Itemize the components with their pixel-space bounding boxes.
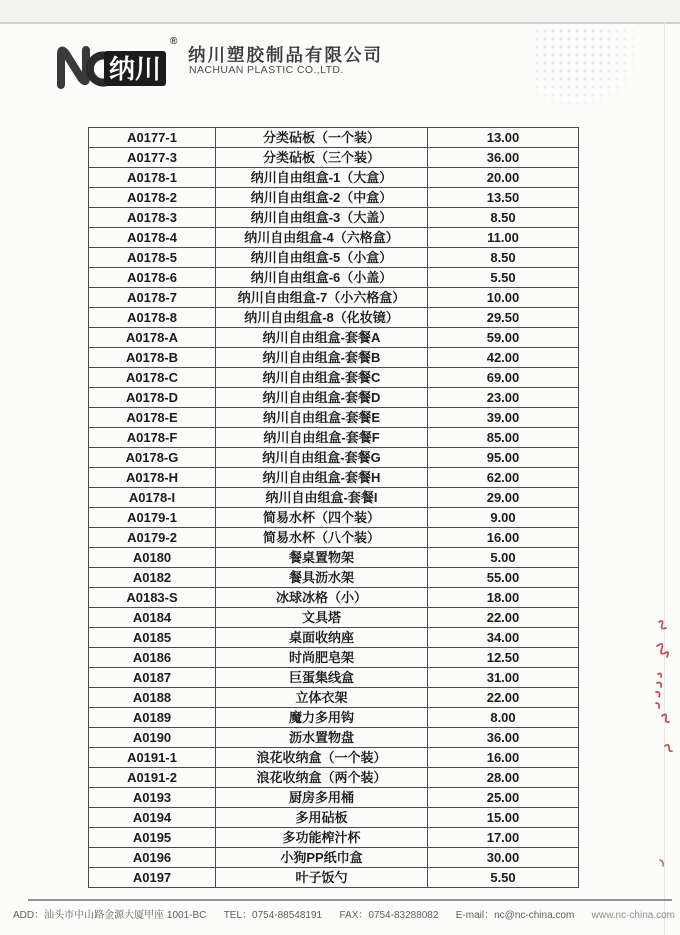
table-row [89,388,579,408]
product-price-cell: 30.00 [428,848,579,868]
product-name-cell: 纳川自由组盒-套餐F [216,428,428,448]
footer-fax: FAX：0754-83288082 [339,910,439,921]
product-name-cell: 纳川自由组盒-4（六格盒） [216,228,428,248]
product-name-cell: 纳川自由组盒-套餐C [216,368,428,388]
product-code-cell: A0178-I [89,488,216,508]
product-price-cell: 8.50 [428,208,579,228]
table-row [89,608,579,628]
product-price-cell: 22.00 [428,608,579,628]
product-code-cell: A0178-8 [89,308,216,328]
table-row [89,448,579,468]
table-row [89,148,579,168]
footer-tel: TEL：0754-88548191 [223,910,323,921]
product-name-cell: 纳川自由组盒-3（大盖） [216,208,428,228]
company-logo [54,36,184,92]
product-name-cell: 桌面收纳座 [216,628,428,648]
table-row [89,288,579,308]
product-price-cell: 34.00 [428,628,579,648]
product-code-cell: A0197 [89,868,216,888]
product-name-cell: 浪花收纳盒（一个装） [216,748,428,768]
product-code-cell: A0185 [89,628,216,648]
product-price-cell: 20.00 [428,168,579,188]
product-code-cell: A0189 [89,708,216,728]
table-row [89,228,579,248]
logo-box-text: 纳川 [108,54,162,84]
product-name-cell: 分类砧板（一个装） [216,128,428,148]
product-price-cell: 55.00 [428,568,579,588]
product-price-cell: 23.00 [428,388,579,408]
table-row [89,748,579,768]
page-footer [13,906,675,921]
product-name-cell: 魔力多用钩 [216,708,428,728]
product-code-cell: A0193 [89,788,216,808]
product-code-cell: A0178-A [89,328,216,348]
table-row [89,628,579,648]
price-table [88,127,579,888]
table-row [89,788,579,808]
product-name-cell: 冰球冰格（小） [216,588,428,608]
product-name-cell: 纳川自由组盒-2（中盒） [216,188,428,208]
table-row [89,468,579,488]
product-price-cell: 16.00 [428,748,579,768]
scan-top-edge [0,0,680,24]
product-code-cell: A0178-7 [89,288,216,308]
product-name-cell: 时尚肥皂架 [216,648,428,668]
scan-page-edge [664,22,665,935]
product-code-cell: A0184 [89,608,216,628]
table-row [89,268,579,288]
product-price-cell: 31.00 [428,668,579,688]
product-price-cell: 9.00 [428,508,579,528]
product-name-cell: 餐桌置物架 [216,548,428,568]
table-row [89,508,579,528]
footer-email: E-mail：nc@nc-china.com [455,910,575,921]
product-price-cell: 25.00 [428,788,579,808]
table-row [89,188,579,208]
table-row [89,728,579,748]
product-name-cell: 简易水杯（八个装） [216,528,428,548]
table-row [89,588,579,608]
table-row [89,308,579,328]
product-name-cell: 叶子饭勺 [216,868,428,888]
product-code-cell: A0196 [89,848,216,868]
table-row [89,808,579,828]
product-price-cell: 18.00 [428,588,579,608]
product-name-cell: 立体衣架 [216,688,428,708]
product-name-cell: 纳川自由组盒-6（小盖） [216,268,428,288]
table-row [89,128,579,148]
product-code-cell: A0194 [89,808,216,828]
footer-website: www.nc-china.com [591,910,675,921]
table-row [89,488,579,508]
table-row [89,548,579,568]
red-scribble-icon [646,612,676,762]
product-code-cell: A0178-2 [89,188,216,208]
product-code-cell: A0190 [89,728,216,748]
product-code-cell: A0178-6 [89,268,216,288]
table-row [89,708,579,728]
table-row [89,568,579,588]
product-code-cell: A0178-3 [89,208,216,228]
product-price-cell: 10.00 [428,288,579,308]
product-code-cell: A0180 [89,548,216,568]
footer-address: ADD：汕头市中山路金源大厦甲座 1001-BC [13,910,207,921]
product-price-cell: 39.00 [428,408,579,428]
table-row [89,348,579,368]
product-price-cell: 29.00 [428,488,579,508]
price-table-body [89,128,579,888]
product-name-cell: 纳川自由组盒-套餐D [216,388,428,408]
product-code-cell: A0177-3 [89,148,216,168]
product-price-cell: 8.00 [428,708,579,728]
product-name-cell: 厨房多用桶 [216,788,428,808]
product-name-cell: 纳川自由组盒-套餐E [216,408,428,428]
table-row [89,868,579,888]
table-row [89,768,579,788]
product-name-cell: 纳川自由组盒-套餐I [216,488,428,508]
product-code-cell: A0178-5 [89,248,216,268]
footer-divider [28,899,672,901]
product-price-cell: 15.00 [428,808,579,828]
red-dot-icon [658,858,666,868]
table-row [89,368,579,388]
product-price-cell: 22.00 [428,688,579,708]
product-name-cell: 纳川自由组盒-7（小六格盒） [216,288,428,308]
table-row [89,648,579,668]
product-name-cell: 文具塔 [216,608,428,628]
table-row [89,528,579,548]
product-price-cell: 11.00 [428,228,579,248]
product-price-cell: 17.00 [428,828,579,848]
product-price-cell: 85.00 [428,428,579,448]
table-row [89,248,579,268]
product-code-cell: A0178-4 [89,228,216,248]
product-name-cell: 多用砧板 [216,808,428,828]
product-price-cell: 36.00 [428,148,579,168]
product-code-cell: A0178-B [89,348,216,368]
table-row [89,848,579,868]
registered-trademark-mark: ® [170,36,178,47]
product-code-cell: A0178-C [89,368,216,388]
table-row [89,828,579,848]
company-name-en: NACHUAN PLASTIC CO.,LTD. [189,64,344,76]
product-name-cell: 分类砧板（三个装） [216,148,428,168]
product-code-cell: A0183-S [89,588,216,608]
product-name-cell: 餐具沥水架 [216,568,428,588]
product-name-cell: 纳川自由组盒-套餐H [216,468,428,488]
product-price-cell: 59.00 [428,328,579,348]
table-row [89,168,579,188]
product-code-cell: A0179-1 [89,508,216,528]
product-name-cell: 多功能榨汁杯 [216,828,428,848]
table-row [89,688,579,708]
product-price-cell: 12.50 [428,648,579,668]
product-name-cell: 纳川自由组盒-套餐A [216,328,428,348]
product-code-cell: A0191-1 [89,748,216,768]
halftone-dot-pattern [533,27,637,109]
product-code-cell: A0188 [89,688,216,708]
product-name-cell: 纳川自由组盒-8（化妆镜） [216,308,428,328]
product-code-cell: A0182 [89,568,216,588]
product-code-cell: A0178-1 [89,168,216,188]
table-row [89,408,579,428]
product-name-cell: 小狗PP纸巾盒 [216,848,428,868]
product-name-cell: 纳川自由组盒-1（大盒） [216,168,428,188]
product-price-cell: 5.50 [428,268,579,288]
product-code-cell: A0186 [89,648,216,668]
product-name-cell: 简易水杯（四个装） [216,508,428,528]
product-price-cell: 8.50 [428,248,579,268]
product-price-cell: 29.50 [428,308,579,328]
product-price-cell: 16.00 [428,528,579,548]
red-pen-marks [646,612,676,767]
product-price-cell: 42.00 [428,348,579,368]
product-code-cell: A0195 [89,828,216,848]
product-name-cell: 纳川自由组盒-套餐G [216,448,428,468]
product-code-cell: A0187 [89,668,216,688]
product-code-cell: A0178-H [89,468,216,488]
product-name-cell: 沥水置物盘 [216,728,428,748]
product-code-cell: A0178-G [89,448,216,468]
product-code-cell: A0178-E [89,408,216,428]
product-price-cell: 5.00 [428,548,579,568]
table-row [89,428,579,448]
product-price-cell: 95.00 [428,448,579,468]
product-code-cell: A0179-2 [89,528,216,548]
product-price-cell: 36.00 [428,728,579,748]
product-price-cell: 28.00 [428,768,579,788]
product-price-cell: 62.00 [428,468,579,488]
product-code-cell: A0178-D [89,388,216,408]
nc-logo-icon [54,40,184,92]
table-row [89,668,579,688]
product-code-cell: A0178-F [89,428,216,448]
product-name-cell: 纳川自由组盒-套餐B [216,348,428,368]
red-dot-mark [658,855,666,865]
table-row [89,328,579,348]
product-code-cell: A0191-2 [89,768,216,788]
product-price-cell: 13.00 [428,128,579,148]
company-name-cn: 纳川塑胶制品有限公司 [188,45,383,65]
product-price-cell: 5.50 [428,868,579,888]
product-price-cell: 13.50 [428,188,579,208]
product-name-cell: 浪花收纳盒（两个装） [216,768,428,788]
product-name-cell: 纳川自由组盒-5（小盒） [216,248,428,268]
table-row [89,208,579,228]
product-name-cell: 巨蛋集线盒 [216,668,428,688]
product-code-cell: A0177-1 [89,128,216,148]
product-price-cell: 69.00 [428,368,579,388]
